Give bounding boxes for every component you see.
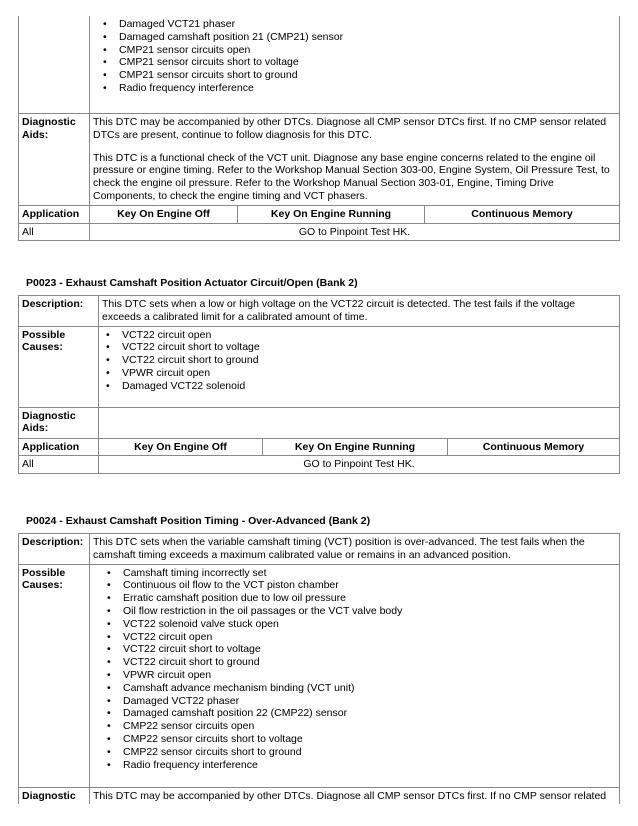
list-item: • Oil flow restriction in the oil passages or the VCT valve body	[123, 605, 616, 618]
diagnostic-aids-text: This DTC may be accompanied by other DTCs. Diagnose all CMP sensor DTCs first. If no CMP sensor related	[90, 787, 620, 804]
list-item: • VCT22 circuit open	[122, 329, 616, 342]
dtc-block-p0022-continued	[18, 16, 619, 241]
application-value: All	[19, 456, 99, 474]
header-continuous-memory: Continuous Memory	[425, 205, 620, 223]
description-row	[19, 296, 620, 327]
dtc-block-p0024	[18, 533, 619, 804]
list-item: • CMP21 sensor circuits open	[119, 44, 616, 57]
list-item: • Continuous oil flow to the VCT piston chamber	[123, 579, 616, 592]
list-item: • Damaged VCT22 solenoid	[122, 380, 616, 393]
list-item: • CMP21 sensor circuits short to ground	[119, 69, 616, 82]
list-item: • VCT22 circuit open	[123, 631, 616, 644]
causes-row	[19, 326, 620, 407]
description-label: Description:	[19, 296, 99, 327]
description-text: This DTC sets when a low or high voltage on the VCT22 circuit is detected. The test fails if the voltage exceeds a calibrated limit for a calibrated amount of time.	[99, 296, 620, 327]
application-value: All	[19, 223, 90, 241]
diagnostic-aids-row	[19, 114, 620, 206]
causes-list	[93, 567, 616, 772]
list-item: • VCT22 circuit short to ground	[123, 656, 616, 669]
header-koer: Key On Engine Running	[238, 205, 425, 223]
diagnostic-aids-text: This DTC is a functional check of the VCT unit. Diagnose any base engine concerns related to the engine oil pressure or engine timing. Refer to the Workshop Manual Section 303-00, Engine System, Oil Pressure Test, to check the engine oil pressure. Refer to the Workshop Manual Section 303-01, Engine, Timing Drive Components, to check the engine timing and VCT phasers.	[93, 151, 610, 202]
list-item: • Damaged camshaft position 22 (CMP22) sensor	[123, 707, 616, 720]
header-continuous-memory: Continuous Memory	[448, 438, 620, 456]
list-item: • Damaged VCT22 phaser	[123, 695, 616, 708]
description-text: This DTC sets when the variable camshaft timing (VCT) position is over-advanced. The test fails when the camshaft timing exceeds a maximum calibrated value or remains in an advanced position.	[90, 534, 620, 565]
list-item: • VCT22 solenoid valve stuck open	[123, 618, 616, 631]
list-item: • Damaged VCT21 phaser	[119, 18, 616, 31]
header-koeo: Key On Engine Off	[90, 205, 238, 223]
header-application: Application	[19, 438, 99, 456]
header-application: Application	[19, 205, 90, 223]
list-item: • Camshaft timing incorrectly set	[123, 567, 616, 580]
diagnostic-aids-label: Diagnostic Aids:	[19, 407, 99, 438]
list-item: • VCT22 circuit short to voltage	[123, 643, 616, 656]
list-item: • Radio frequency interference	[123, 759, 616, 772]
list-item: • CMP22 sensor circuits short to ground	[123, 746, 616, 759]
table-header-row	[19, 438, 620, 456]
diagnostic-aids-label: Diagnostic	[19, 787, 90, 804]
list-item: • Damaged camshaft position 21 (CMP21) sensor	[119, 31, 616, 44]
list-item: • CMP21 sensor circuits short to voltage	[119, 56, 616, 69]
pinpoint-test-link[interactable]: GO to Pinpoint Test HK.	[90, 223, 620, 241]
causes-list	[93, 18, 616, 95]
table-header-row	[19, 205, 620, 223]
diagnostic-aids-text: This DTC may be accompanied by other DTCs. Diagnose all CMP sensor DTCs first. If no CMP sensor related DTCs are present, continue to follow diagnosis for this DTC.	[93, 116, 607, 141]
description-row	[19, 534, 620, 565]
list-item: • VPWR circuit open	[122, 367, 616, 380]
table-row	[19, 223, 620, 241]
list-item: • VCT22 circuit short to ground	[122, 354, 616, 367]
causes-row	[19, 16, 620, 114]
list-item: • VCT22 circuit short to voltage	[122, 341, 616, 354]
dtc-table	[18, 16, 620, 241]
table-row	[19, 456, 620, 474]
dtc-table	[18, 295, 620, 474]
header-koer: Key On Engine Running	[263, 438, 448, 456]
list-item: • Erratic camshaft position due to low oil pressure	[123, 592, 616, 605]
diagnostic-aids-row	[19, 407, 620, 438]
causes-row	[19, 564, 620, 787]
list-item: • CMP22 sensor circuits short to voltage	[123, 733, 616, 746]
dtc-block-p0023	[18, 295, 619, 474]
list-item: • Radio frequency interference	[119, 82, 616, 95]
causes-list	[102, 329, 616, 393]
list-item: • VPWR circuit open	[123, 669, 616, 682]
diagnostic-aids-label: Diagnostic Aids:	[19, 114, 90, 206]
dtc-title-p0023: P0023 - Exhaust Camshaft Position Actuator Circuit/Open (Bank 2)	[26, 277, 358, 289]
possible-causes-label: Possible Causes:	[19, 326, 99, 407]
dtc-table	[18, 533, 620, 804]
pinpoint-test-link[interactable]: GO to Pinpoint Test HK.	[99, 456, 620, 474]
description-label: Description:	[19, 534, 90, 565]
possible-causes-label: Possible Causes:	[19, 564, 90, 787]
diagnostic-aids-row	[19, 787, 620, 804]
dtc-title-p0024: P0024 - Exhaust Camshaft Position Timing - Over-Advanced (Bank 2)	[26, 515, 371, 527]
list-item: • Camshaft advance mechanism binding (VCT unit)	[123, 682, 616, 695]
list-item: • CMP22 sensor circuits open	[123, 720, 616, 733]
header-koeo: Key On Engine Off	[99, 438, 263, 456]
